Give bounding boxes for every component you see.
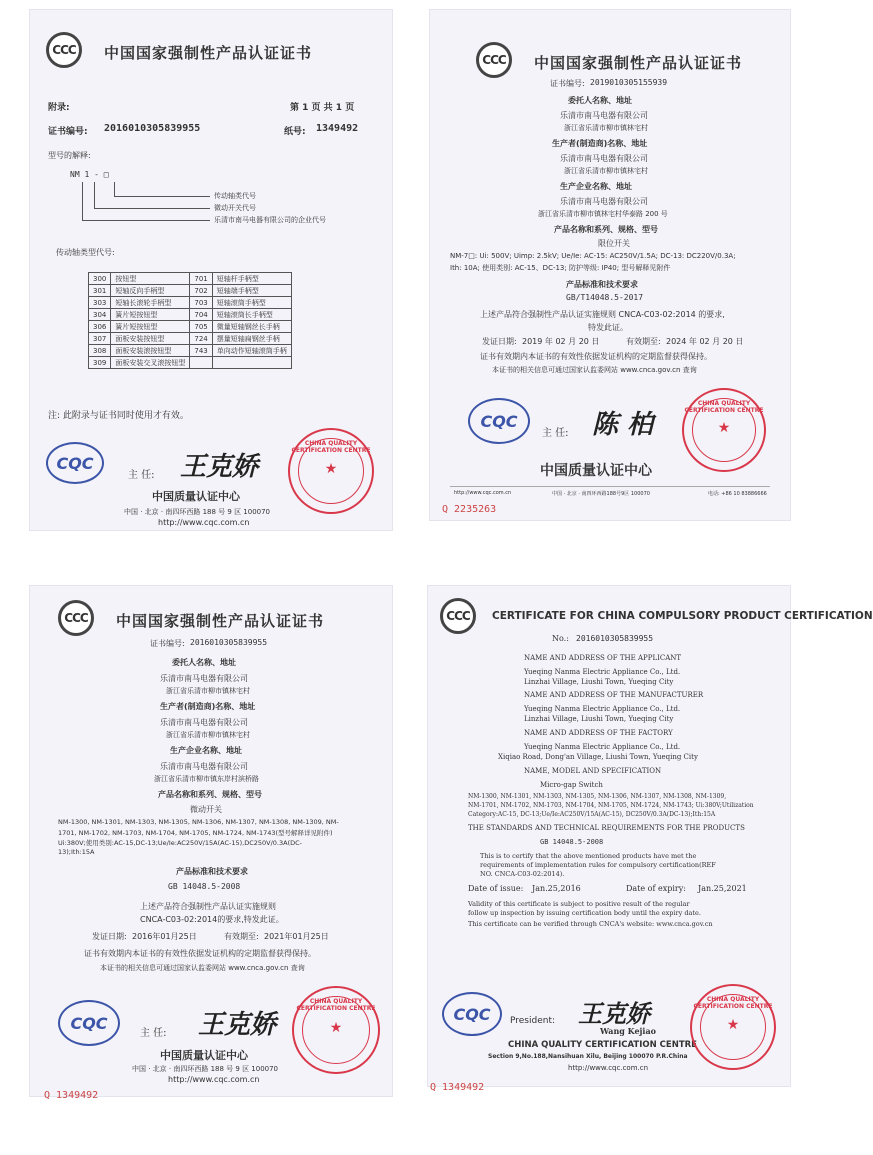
table-cell: 705 <box>190 321 212 333</box>
issue-date: 2016年01月25日 <box>132 932 197 941</box>
director-label: 主 任: <box>542 428 569 439</box>
cert-no: 2019010305155939 <box>590 78 668 87</box>
table-cell: 面板安装滚按钮型 <box>111 345 190 357</box>
ccc-logo-icon: CCC <box>46 32 82 68</box>
spec-line: NM-7□: Ui: 500V; Uimp: 2.5kV; Ue/Ie: AC-15: AC250V/1.5A; DC-13: DC220V/0.3A; <box>450 252 736 260</box>
spec-line: Ith: 10A; 使用类别: AC-15、DC-13; 防护等级: IP40; 型号解释见附件 <box>450 264 671 272</box>
standard: GB 14048.5-2008 <box>540 838 604 846</box>
factory-name: 乐清市南马电器有限公司 <box>160 762 248 771</box>
q-code: Q 2235263 <box>442 504 497 515</box>
issue-date: Jan.25,2016 <box>532 884 581 893</box>
verify-text: This certificate can be verified through CNCA's website: www.cnca.gov.cn <box>468 920 713 928</box>
issue-label: 发证日期: <box>482 337 517 346</box>
bracket-line <box>114 196 210 197</box>
cert-no: 2016010305839955 <box>104 123 201 134</box>
cert-no-label: 证书编号: <box>550 79 585 88</box>
table-cell: 308 <box>89 345 111 357</box>
types-label: 传动轴类型代号: <box>56 248 115 257</box>
bracket-line <box>94 208 210 209</box>
director-signature: 王克娇 <box>198 1010 277 1040</box>
table-cell: 短轴滚筒手柄型 <box>212 297 291 309</box>
table-cell <box>212 357 291 369</box>
table-cell: 702 <box>190 285 212 297</box>
ccc-logo-icon: CCC <box>440 598 476 634</box>
certificate-title: 中国国家强制性产品认证证书 <box>534 54 743 72</box>
certificate-title: 中国国家强制性产品认证证书 <box>116 612 325 630</box>
table-cell: 按钮型 <box>111 273 190 285</box>
spec-line: 13);Ith:15A <box>58 848 95 856</box>
page-indicator: 第 1 页 共 1 页 <box>290 103 355 113</box>
table-cell: 簧片短按钮型 <box>111 309 190 321</box>
certificate-title: CERTIFICATE FOR CHINA COMPULSORY PRODUCT CERTIFICATION <box>492 610 873 622</box>
cert-no-label: 证书编号: <box>48 127 88 137</box>
director-signature: 王克娇 <box>180 452 259 482</box>
validity-line: Validity of this certificate is subject to positive result of the regular <box>468 900 690 908</box>
org-website: http://www.cqc.com.cn <box>168 1075 260 1084</box>
applicant-address: 浙江省乐清市柳市镇林宅村 <box>166 687 250 695</box>
org-address: 中国 · 北京 · 南四环西路 188 号 9 区 100070 <box>124 508 271 516</box>
bracket-line <box>82 182 83 220</box>
manufacturer-address: Linzhai Village, Liushi Town, Yueqing City <box>524 715 674 723</box>
expiry-date: 2021年01月25日 <box>264 932 329 941</box>
factory-label: NAME AND ADDRESS OF THE FACTORY <box>524 729 673 737</box>
table-cell: 701 <box>190 273 212 285</box>
standard: GB 14048.5-2008 <box>168 882 241 891</box>
cert-no: 2016010305839955 <box>576 634 654 643</box>
q-code: Q 1349492 <box>430 1082 485 1093</box>
expiry-label: 有效期至: <box>626 337 661 346</box>
official-seal: CHINA QUALITY CERTIFICATION CENTRE ★ <box>690 984 776 1070</box>
ccc-logo-icon: CCC <box>476 42 512 78</box>
table-row <box>89 333 292 345</box>
table-cell: 单向动作短轴滚筒手柄 <box>212 345 291 357</box>
official-seal: CHINA QUALITY CERTIFICATION CENTRE ★ <box>682 388 766 472</box>
validity-line: follow up inspection by issuing certification body until the expiry date. <box>468 909 701 917</box>
issuing-org: 中国质量认证中心 <box>540 463 652 479</box>
certificate-2016-zh <box>30 586 392 1096</box>
issue-label: Date of issue: <box>468 884 524 893</box>
attachment-note: 注: 此附录与证书同时使用才有效。 <box>48 411 189 421</box>
validity-text: 证书有效期内本证书的有效性依据发证机构的定期监督获得保持。 <box>84 949 316 958</box>
manufacturer-name: Yueqing Nanma Electric Appliance Co., Ltd. <box>524 705 681 713</box>
rule-line: This is to certify that the above mentioned products have met the <box>480 852 697 860</box>
table-cell: 306 <box>89 321 111 333</box>
issuing-org: CHINA QUALITY CERTIFICATION CENTRE <box>508 1040 697 1050</box>
org-website: http://www.cqc.com.cn <box>158 518 250 527</box>
cqc-logo-icon: CQC <box>46 442 104 484</box>
rule-text-2: CNCA-C03-02:2014的要求,特发此证。 <box>140 915 284 924</box>
factory-name: Yueqing Nanma Electric Appliance Co., Ltd. <box>524 743 681 751</box>
certificate-2019 <box>430 10 790 520</box>
rule-text: 上述产品符合强制性产品认证实施规则 CNCA-C03-02:2014 的要求, <box>480 310 725 319</box>
table-cell: 簧片短按钮型 <box>111 321 190 333</box>
cert-no: 2016010305839955 <box>190 638 268 647</box>
issue-date: 2019 年 02 月 20 日 <box>522 337 600 346</box>
q-code: Q 1349492 <box>44 1090 99 1101</box>
factory-label: 生产企业名称、地址 <box>560 182 632 191</box>
table-cell: 面板安装交叉滚按钮型 <box>111 357 190 369</box>
applicant-address: Linzhai Village, Liushi Town, Yueqing City <box>524 678 674 686</box>
official-seal: CHINA QUALITY CERTIFICATION CENTRE ★ <box>288 428 374 514</box>
types-table <box>88 272 292 369</box>
attachment-label: 附录: <box>48 103 70 113</box>
spec-line: NM-1300, NM-1301, NM-1303, NM-1305, NM-1306, NM-1307, NM-1308, NM-1309, NM- <box>58 818 339 826</box>
factory-name: 乐清市南马电器有限公司 <box>560 197 648 206</box>
signer-name: Wang Kejiao <box>600 1026 656 1036</box>
product-name: Micro-gap Switch <box>540 781 603 789</box>
director-label: 主 任: <box>128 470 155 481</box>
issue-label: 发证日期: <box>92 932 127 941</box>
applicant-address: 浙江省乐清市柳市镇林宅村 <box>564 124 648 132</box>
table-cell: 300 <box>89 273 111 285</box>
paper-no-label: 纸号: <box>284 127 306 137</box>
model-code: NM 1 - □ <box>70 170 109 179</box>
standard-label: THE STANDARDS AND TECHNICAL REQUIREMENTS FOR THE PRODUCTS <box>468 824 745 832</box>
official-seal: CHINA QUALITY CERTIFICATION CENTRE ★ <box>292 986 380 1074</box>
applicant-name: 乐清市南马电器有限公司 <box>160 674 248 683</box>
standard: GB/T14048.5-2017 <box>566 293 644 302</box>
table-cell: 301 <box>89 285 111 297</box>
org-address: 中国 · 北京 · 南四环西路 188 号 9 区 100070 <box>132 1065 279 1073</box>
applicant-label: 委托人名称、地址 <box>172 658 236 667</box>
cqc-logo-icon: CQC <box>58 1000 120 1046</box>
expiry-date: 2024 年 02 月 20 日 <box>666 337 744 346</box>
star-icon: ★ <box>726 1017 740 1034</box>
spec-line: NM-1701, NM-1702, NM-1703, NM-1704, NM-1705, NM-1724, NM-1743; Ui:380V;Utilization <box>468 802 754 809</box>
product-name: 微动开关 <box>190 805 222 814</box>
table-row <box>89 297 292 309</box>
product-name: 限位开关 <box>598 239 630 248</box>
table-row <box>89 309 292 321</box>
org-website: http://www.cqc.com.cn <box>568 1064 649 1072</box>
applicant-name: 乐清市南马电器有限公司 <box>560 111 648 120</box>
cert-no-label: No.: <box>552 634 569 643</box>
table-cell: 面板安装按钮型 <box>111 333 190 345</box>
table-cell: 短轴长滚轮手柄型 <box>111 297 190 309</box>
table-cell: 微量短轴钢丝长手柄 <box>212 321 291 333</box>
table-cell: 704 <box>190 309 212 321</box>
rule-line: NO. CNCA-C03-02:2014). <box>480 870 565 878</box>
standard-label: 产品标准和技术要求 <box>176 867 248 876</box>
org-address: Section 9,No.188,Nansihuan Xilu, Beijing 100070 P.R.China <box>488 1053 688 1060</box>
star-icon: ★ <box>717 420 731 437</box>
spec-line: 1701, NM-1702, NM-1703, NM-1704, NM-1705, NM-1724, NM-1743(型号解释详见附件) <box>58 829 333 837</box>
expiry-label: 有效期至: <box>224 932 259 941</box>
table-row <box>89 357 292 369</box>
table-cell <box>190 357 212 369</box>
paper-no: 1349492 <box>316 123 359 134</box>
table-cell: 703 <box>190 297 212 309</box>
ccc-logo-icon: CCC <box>58 600 94 636</box>
factory-address: 浙江省乐清市柳市镇林宅村华泰路 200 号 <box>538 210 668 218</box>
standard-label: 产品标准和技术要求 <box>566 280 638 289</box>
footer-phone: 电话: +86 10 83886666 <box>708 491 767 497</box>
spec-line: NM-1300, NM-1301, NM-1303, NM-1305, NM-1306, NM-1307, NM-1308, NM-1309, <box>468 793 727 800</box>
table-cell: 短轴端手柄型 <box>212 285 291 297</box>
director-signature: 陈 柏 <box>592 410 654 440</box>
manufacturer-label: 生产者(制造商)名称、地址 <box>552 139 648 148</box>
manufacturer-name: 乐清市南马电器有限公司 <box>560 154 648 163</box>
table-cell: 303 <box>89 297 111 309</box>
factory-label: 生产企业名称、地址 <box>170 746 242 755</box>
director-label: 主 任: <box>140 1028 167 1039</box>
table-row <box>89 345 292 357</box>
manufacturer-label: NAME AND ADDRESS OF THE MANUFACTURER <box>524 691 704 699</box>
certificate-attachment <box>30 10 392 530</box>
table-cell: 307 <box>89 333 111 345</box>
cqc-logo-icon: CQC <box>442 992 502 1036</box>
explain-item: 微动开关代号 <box>214 204 256 212</box>
issuing-org: 中国质量认证中心 <box>160 1049 248 1062</box>
bracket-line <box>114 182 115 196</box>
product-label: 产品名称和系列、规格、型号 <box>158 790 262 799</box>
footer-divider <box>450 486 770 487</box>
cqc-logo-icon: CQC <box>468 398 530 444</box>
bracket-line <box>82 220 210 221</box>
applicant-label: 委托人名称、地址 <box>568 96 632 105</box>
verify-text: 本证书的相关信息可通过国家认监委网站 www.cnca.gov.cn 查询 <box>100 964 305 972</box>
spec-line: Category:AC-15, DC-13;Ue/Ie:AC250V/15A(AC-15), DC250V/0.3A(DC-13);Ith:15A <box>468 811 716 818</box>
applicant-name: Yueqing Nanma Electric Appliance Co., Ltd. <box>524 668 681 676</box>
table-row <box>89 321 292 333</box>
table-cell: 304 <box>89 309 111 321</box>
rule-text-2: 特发此证。 <box>588 323 628 332</box>
cert-no-label: 证书编号: <box>150 639 185 648</box>
verify-text: 本证书的相关信息可通过国家认监委网站 www.cnca.gov.cn 查询 <box>492 366 697 374</box>
president-signature: 王克娇 <box>578 999 650 1028</box>
table-cell: 短轴反向手柄型 <box>111 285 190 297</box>
table-row <box>89 285 292 297</box>
footer-address: 中国 · 北京 · 南四环西路188号9区 100070 <box>552 491 650 497</box>
manufacturer-label: 生产者(制造商)名称、地址 <box>160 702 256 711</box>
issuing-org: 中国质量认证中心 <box>152 490 240 503</box>
footer-website: http://www.cqc.com.cn <box>454 490 512 496</box>
table-cell: 摆量短轴扁钢丝手柄 <box>212 333 291 345</box>
factory-address: Xiqiao Road, Dong'an Village, Liushi Town, Yueqing City <box>498 753 698 761</box>
rule-line: requirements of implementation rules for compulsory certification(REF <box>480 861 716 869</box>
table-cell: 短轴滚筒长手柄型 <box>212 309 291 321</box>
certificate-2016-en <box>428 586 873 1086</box>
explain-item: 传动轴类代号 <box>214 192 256 200</box>
applicant-label: NAME AND ADDRESS OF THE APPLICANT <box>524 654 682 662</box>
manufacturer-address: 浙江省乐清市柳市镇林宅村 <box>564 167 648 175</box>
expiry-label: Date of expiry: <box>626 884 686 893</box>
rule-text: 上述产品符合强制性产品认证实施规则 <box>140 902 276 911</box>
table-row <box>89 273 292 285</box>
star-icon: ★ <box>329 1019 343 1036</box>
star-icon: ★ <box>324 461 338 478</box>
table-cell: 短轴杆手柄型 <box>212 273 291 285</box>
model-explain-label: 型号的解释: <box>48 151 91 160</box>
table-cell: 309 <box>89 357 111 369</box>
validity-text: 证书有效期内本证书的有效性依据发证机构的定期监督获得保持。 <box>480 352 712 361</box>
manufacturer-address: 浙江省乐清市柳市镇林宅村 <box>166 731 250 739</box>
factory-address: 浙江省乐清市柳市镇东岸村滨桥路 <box>154 775 259 783</box>
explain-item: 乐清市南马电器有限公司的企业代号 <box>214 216 326 224</box>
spec-line: Ui:380V;使用类别:AC-15,DC-13;Ue/Ie:AC250V/15A(AC-15),DC250V/0.3A(DC- <box>58 839 302 847</box>
manufacturer-name: 乐清市南马电器有限公司 <box>160 718 248 727</box>
certificate-title: 中国国家强制性产品认证证书 <box>104 44 313 62</box>
table-cell: 724 <box>190 333 212 345</box>
product-label: NAME, MODEL AND SPECIFICATION <box>524 767 662 775</box>
president-label: President: <box>510 1016 556 1026</box>
product-label: 产品名称和系列、规格、型号 <box>554 225 658 234</box>
table-cell: 743 <box>190 345 212 357</box>
bracket-line <box>94 182 95 208</box>
expiry-date: Jan.25,2021 <box>698 884 747 893</box>
